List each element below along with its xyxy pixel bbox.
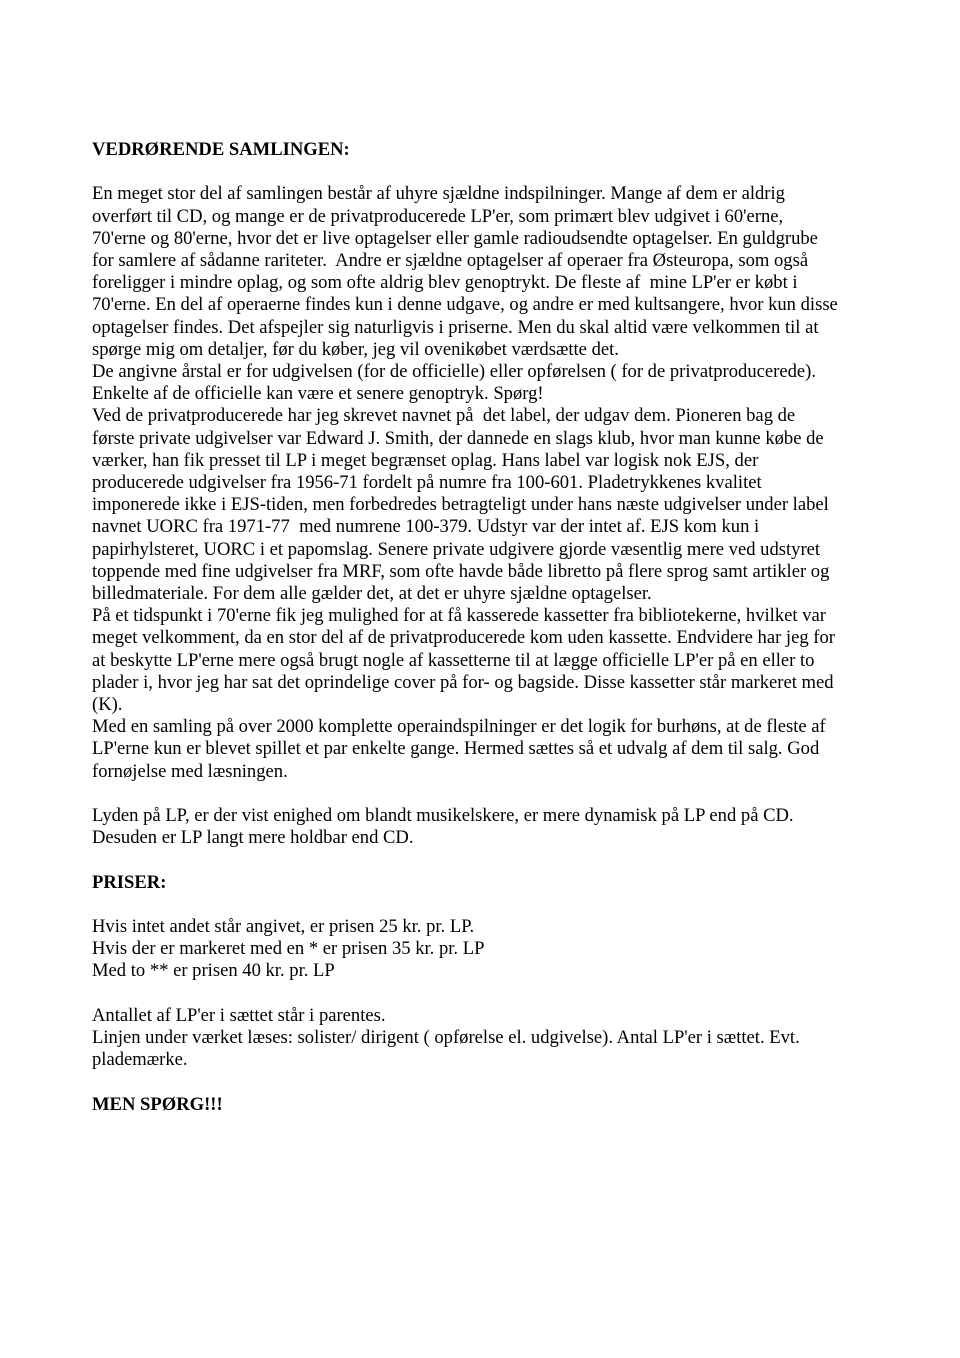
collection-paragraph (92, 183, 882, 782)
info-paragraph (92, 1005, 882, 1072)
collection-heading: VEDRØRENDE SAMLINGEN: (92, 139, 350, 160)
spacer (92, 783, 882, 805)
text-line: spørge mig om detaljer, før du køber, jeg vil ovenikøbet værdsætte det. (92, 338, 619, 360)
text-line: overført til CD, og mange er de privatproducerede LP'er, som primært blev udgivet i 60'erne, (92, 205, 784, 227)
text-line: billedmateriale. For dem alle gælder det, at det er uhyre sjældne optagelser. (92, 583, 652, 605)
sound-paragraph (92, 805, 882, 849)
price-line: Med to ** er prisen 40 kr. pr. LP (92, 960, 335, 982)
text-line: 70'erne og 80'erne, hvor det er live optagelser eller gamle radioudsendte optagelser. En guldgrube (92, 227, 818, 249)
text-line: 70'erne. En del af operaerne findes kun i denne udgave, og andre er med kultsangere, hvor kun disse (92, 294, 838, 316)
closing-heading: MEN SPØRG!!! (92, 1093, 223, 1115)
text-line: Antallet af LP'er i sættet står i parentes. (92, 1004, 386, 1026)
text-line: værker, han fik presset til LP i meget begrænset oplag. Hans label var logisk nok EJS, der (92, 449, 759, 471)
text-line: En meget stor del af samlingen består af uhyre sjældne indspilninger. Mange af dem er aldrig (92, 183, 785, 205)
text-line: plader i, hvor jeg har sat det oprindelige cover på for- og bagside. Disse kassetter står markeret med (92, 671, 834, 693)
spacer (92, 983, 882, 1005)
document-page (92, 139, 882, 1116)
spacer (92, 1071, 882, 1093)
text-line: imponerede ikke i EJS-tiden, men forbedredes betragteligt under hans næste udgivelser under label (92, 494, 829, 516)
price-line: Hvis der er markeret med en * er prisen 35 kr. pr. LP (92, 938, 485, 960)
text-line: De angivne årstal er for udgivelsen (for de officielle) eller opførelsen ( for de privatproducerede). (92, 361, 816, 383)
text-line: På et tidspunkt i 70'erne fik jeg mulighed for at få kasserede kassetter fra bibliotekerne, hvilket var (92, 605, 826, 627)
text-line: Med en samling på over 2000 komplette operaindspilninger er det logik for burhøns, at de fleste af (92, 716, 826, 738)
text-line: fornøjelse med læsningen. (92, 760, 288, 782)
text-line: producerede udgivelser fra 1956-71 fordelt på numre fra 100-601. Pladetrykkenes kvalitet (92, 472, 762, 494)
text-line: (K). (92, 694, 123, 716)
text-line: toppende med fine udgivelser fra MRF, som ofte havde både libretto på flere sprog samt artikler og (92, 560, 830, 582)
spacer (92, 894, 882, 916)
text-line: navnet UORC fra 1971-77 med numrene 100-379. Udstyr var der intet af. EJS kom kun i (92, 516, 760, 538)
text-line: foreligger i mindre oplag, og som ofte aldrig blev genoptrykt. De fleste af mine LP'er er købt i (92, 272, 798, 294)
prices-heading: PRISER: (92, 871, 167, 893)
text-line: Desuden er LP langt mere holdbar end CD. (92, 827, 414, 849)
spacer (92, 161, 882, 183)
text-line: plademærke. (92, 1049, 188, 1071)
text-line: Linjen under værket læses: solister/ dirigent ( opførelse el. udgivelse). Antal LP'er i sættet. Evt. (92, 1027, 800, 1049)
text-line: papirhylsteret, UORC i et papomslag. Senere private udgivere gjorde væsentlig mere ved udstyret (92, 538, 821, 560)
text-line: optagelser findes. Det afspejler sig naturligvis i priserne. Men du skal altid være velkommen til at (92, 316, 819, 338)
text-line: Lyden på LP, er der vist enighed om blandt musikelskere, er mere dynamisk på LP end på CD. (92, 805, 794, 827)
text-line: at beskytte LP'erne mere også brugt nogle af kassetterne til at lægge officielle LP'er på en eller to (92, 649, 815, 671)
text-line: første private udgivelser var Edward J. Smith, der dannede en slags klub, hvor man kunne købe de (92, 427, 824, 449)
text-line: for samlere af sådanne rariteter. Andre er sjældne optagelser af operaer fra Østeuropa, som også (92, 250, 809, 271)
prices-list (92, 916, 882, 983)
text-line: Ved de privatproducerede har jeg skrevet navnet på det label, der udgav dem. Pioneren bag de (92, 405, 796, 427)
price-line: Hvis intet andet står angivet, er prisen 25 kr. pr. LP. (92, 916, 475, 938)
text-line: meget velkomment, da en stor del af de privatproducerede kom uden kassette. Endvidere har jeg for (92, 627, 835, 649)
spacer (92, 849, 882, 871)
text-line: Enkelte af de officielle kan være et senere genoptryk. Spørg! (92, 383, 544, 405)
text-line: LP'erne kun er blevet spillet et par enkelte gange. Hermed sættes så et udvalg af dem til salg. God (92, 738, 820, 760)
